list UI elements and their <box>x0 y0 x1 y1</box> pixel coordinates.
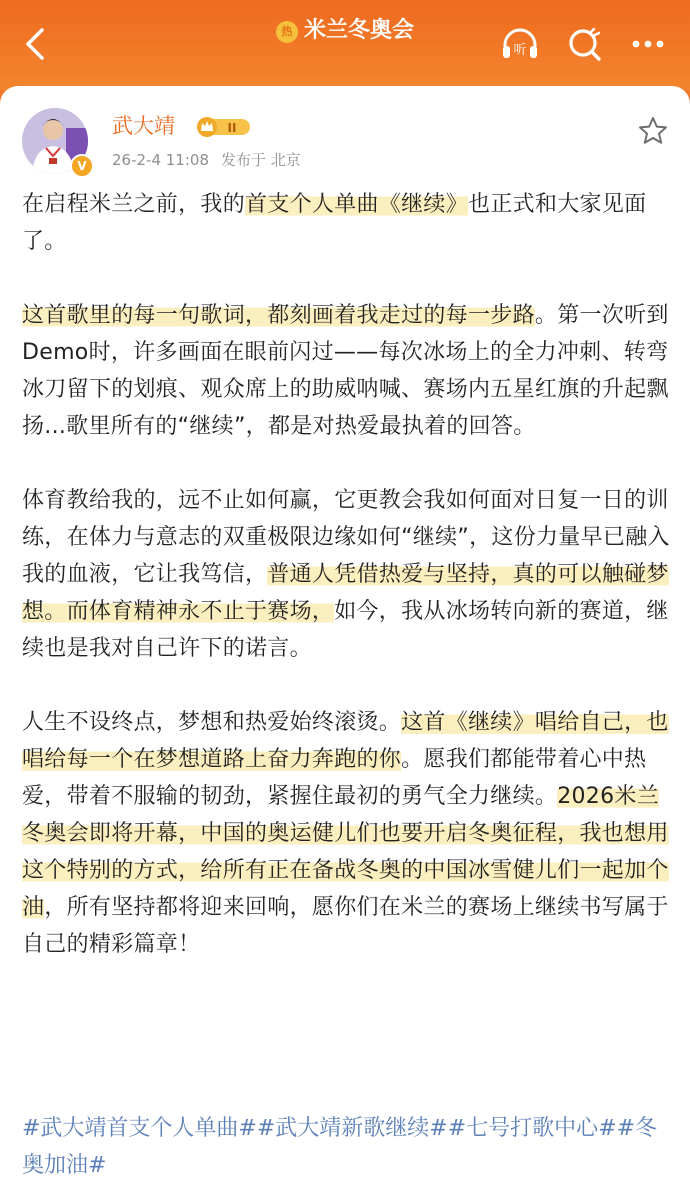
topic-tag-link[interactable]: #武大靖首支个人单曲# <box>22 1116 257 1141</box>
post-paragraph <box>22 297 670 445</box>
topic-tag-link[interactable]: #武大靖新歌继续# <box>256 1116 448 1141</box>
highlighted-text-run: 这首《继续》唱给自己，也唱给每一个在梦想道路上奋力奔跑的你 <box>22 710 669 772</box>
post-date: 26-2-4 11:08 <box>112 151 209 169</box>
topic-tag-link[interactable]: ##冬奥加油# <box>22 1116 658 1178</box>
post-card <box>0 86 690 1200</box>
highlighted-text-run: 普通人凭借热爱与坚持，真的可以触碰梦想。而体育精神永不止于赛场， <box>22 562 669 624</box>
post-body <box>22 186 670 1000</box>
member-level-text: II <box>227 121 237 135</box>
top-bar <box>0 0 690 90</box>
highlighted-text-run: 2026米兰冬奥会即将开幕，中国的奥运健儿们也要开启冬奥征程，我也想用这个特别的方式，给所有正在备战冬奥的中国冰雪健儿们一起加个油 <box>22 784 669 920</box>
text-run: ，所有坚持都将迎来回响，愿你们在米兰的赛场上继续书写属于自己的精彩篇章！ <box>22 895 669 957</box>
listen-label: 听 <box>513 43 527 58</box>
listen-headphones-icon[interactable] <box>500 26 540 62</box>
post-location: 发布于 北京 <box>221 151 301 169</box>
topic-tag-link[interactable]: #七号打歌中心 <box>447 1116 599 1141</box>
topic-tags <box>22 1110 670 1184</box>
more-options-icon[interactable] <box>628 26 668 62</box>
text-run: 也正式和大家见面了。 <box>22 192 647 254</box>
member-level-crown-icon <box>196 116 252 138</box>
page-title-text: 米兰冬奥会 <box>303 18 414 43</box>
post-meta <box>112 150 301 170</box>
author-name[interactable]: 武大靖 <box>112 114 175 138</box>
hot-topic-icon: 热 <box>276 21 298 43</box>
post-paragraph <box>22 482 670 667</box>
search-icon[interactable] <box>565 26 605 62</box>
text-run: 。愿我们都能带着心中热爱，带着不服输的韧劲，紧握住最初的勇气全力继续。 <box>22 747 647 809</box>
post-paragraph <box>22 186 670 260</box>
verified-badge-icon: V <box>70 154 94 178</box>
favorite-star-icon[interactable] <box>638 116 668 146</box>
highlighted-text-run: 首支个人单曲《继续》 <box>245 192 469 217</box>
text-run: 体育教给我的，远不止如何赢，它更教会我如何面对日复一日的训练，在体力与意志的双重极限边缘如何“继续”，这份力量早已融入我的血液，它让我笃信， <box>22 488 670 587</box>
highlighted-text-run: 这首歌里的每一句歌词，都刻画着我走过的每一步路 <box>22 303 535 328</box>
text-run: 如今，我从冰场转向新的赛道，继续也是我对自己许下的诺言。 <box>22 599 669 661</box>
text-run: 。第一次听到Demo时，许多画面在眼前闪过——每次冰场上的全力冲刺、转弯冰刀留下的划痕、观众席上的助威呐喊、赛场内五星红旗的升起飘扬...歌里所有的“继续”，都是对热爱最执着的回答。 <box>22 303 669 439</box>
text-run: 人生不设终点，梦想和热爱始终滚烫。 <box>22 710 402 735</box>
text-run: 在启程米兰之前，我的 <box>22 192 246 217</box>
post-paragraph <box>22 704 670 963</box>
